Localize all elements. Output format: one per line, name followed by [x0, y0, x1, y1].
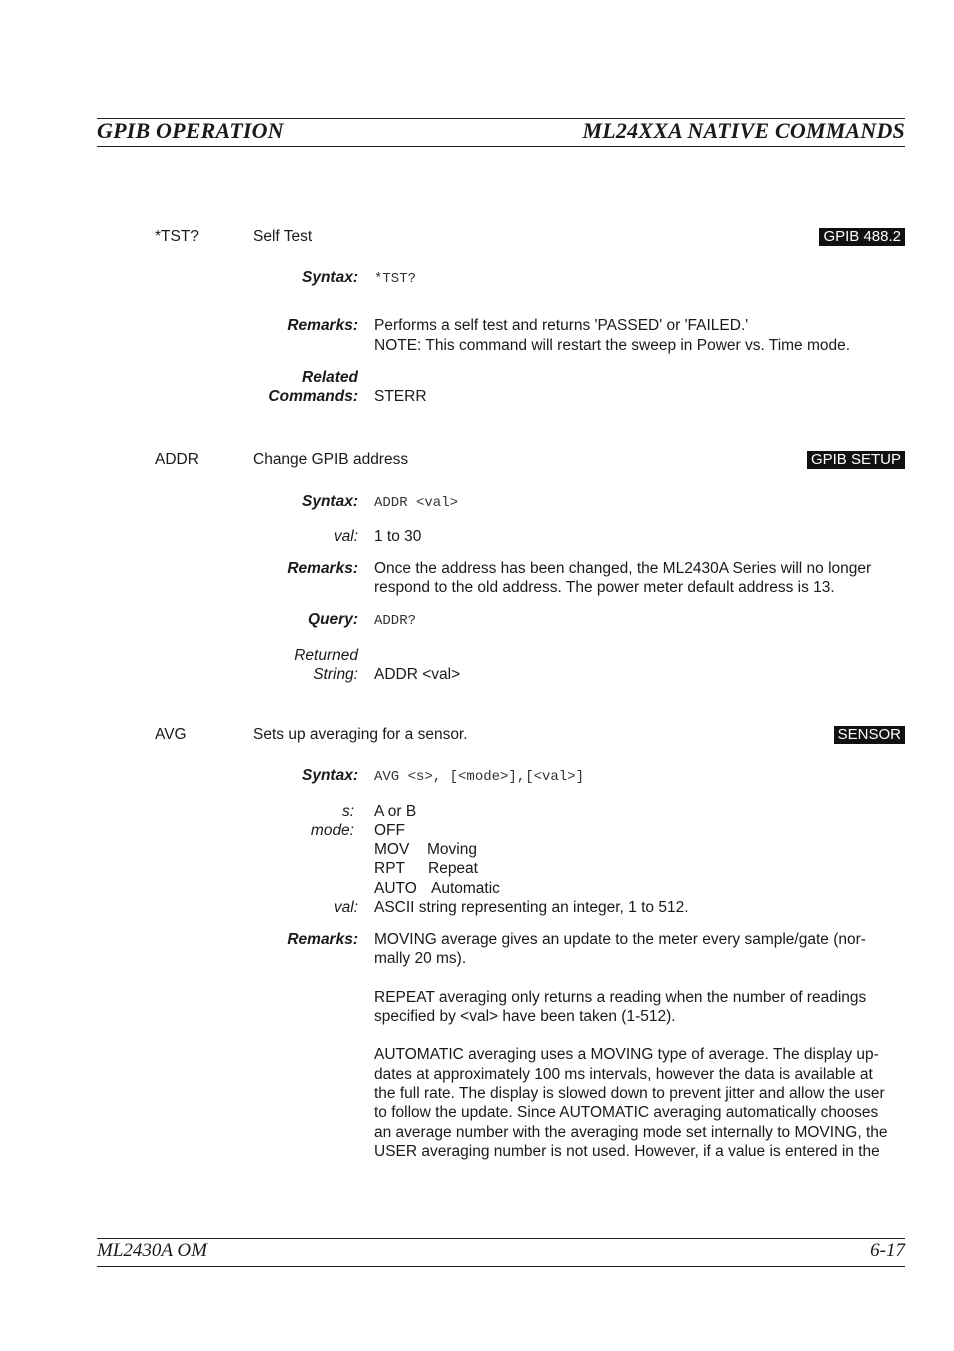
footer-manual-name: ML2430A OM: [97, 1240, 207, 1261]
remarks-label: Remarks:: [287, 560, 358, 577]
returned-value: ADDR <val>: [374, 666, 461, 683]
query-label: Query:: [308, 611, 358, 628]
footer-bottom-rule: [97, 1266, 905, 1267]
mode-code: MOV: [374, 841, 410, 858]
remarks-line: an average number with the averaging mode set internally to MOVING, the: [374, 1124, 888, 1141]
mode-option: [374, 841, 477, 859]
related-label: Related: [302, 369, 358, 386]
returned-label: Returned: [294, 647, 358, 664]
mode-option: [374, 822, 405, 840]
remarks-line: Performs a self test and returns 'PASSED' or 'FAILED.': [374, 317, 749, 334]
syntax-value: *TST?: [374, 271, 417, 287]
mode-text: Moving: [427, 841, 477, 858]
header-section-title: GPIB OPERATION: [97, 118, 284, 143]
remarks-line: to follow the update. Since AUTOMATIC averaging automatically chooses: [374, 1104, 879, 1121]
syntax-label: Syntax:: [302, 493, 358, 510]
command-name: *TST?: [155, 228, 199, 245]
syntax-value: ADDR <val>: [374, 495, 459, 511]
remarks-line: dates at approximately 100 ms intervals, however the data is available at: [374, 1066, 873, 1083]
remarks-line: USER averaging number is not used. However, if a value is entered in the: [374, 1143, 880, 1160]
mode-option: [374, 880, 500, 898]
command-description: Self Test: [253, 228, 313, 245]
s-value: A or B: [374, 803, 417, 820]
footer-page-number: 6-17: [870, 1240, 905, 1261]
mode-option: [374, 860, 478, 878]
footer-top-rule: [97, 1238, 905, 1239]
header-bottom-rule: [97, 146, 905, 147]
mode-code: OFF: [374, 822, 405, 839]
related-label: Commands:: [268, 388, 358, 405]
remarks-line: respond to the old address. The power meter default address is 13.: [374, 579, 835, 596]
command-name: AVG: [155, 726, 187, 743]
val-label: val:: [333, 528, 358, 545]
remarks-line: Once the address has been changed, the ML2430A Series will no longer: [374, 560, 872, 577]
returned-label: String:: [313, 666, 358, 683]
mode-code: RPT: [374, 860, 405, 877]
remarks-label: Remarks:: [287, 931, 358, 948]
mode-text: Repeat: [428, 860, 478, 877]
remarks-line: mally 20 ms).: [374, 950, 467, 967]
remarks-line: AUTOMATIC averaging uses a MOVING type of average. The display up-: [374, 1046, 879, 1063]
syntax-label: Syntax:: [302, 767, 358, 784]
query-value: ADDR?: [374, 613, 417, 629]
remarks-label: Remarks:: [287, 317, 358, 334]
val-label: val:: [333, 899, 358, 916]
command-description: Sets up averaging for a sensor.: [253, 726, 468, 743]
remarks-line: the full rate. The display is slowed down to prevent jitter and allow the user: [374, 1085, 885, 1102]
s-label: s:: [341, 803, 354, 820]
syntax-label: Syntax:: [302, 269, 358, 286]
val-value: ASCII string representing an integer, 1 to 512.: [374, 899, 689, 916]
val-value: 1 to 30: [374, 528, 422, 545]
mode-label: mode:: [310, 822, 354, 839]
mode-code: AUTO: [374, 880, 417, 897]
command-name: ADDR: [155, 451, 199, 468]
remarks-line: REPEAT averaging only returns a reading when the number of readings: [374, 989, 867, 1006]
related-value: STERR: [374, 388, 427, 405]
remarks-line: specified by <val> have been taken (1-512).: [374, 1008, 676, 1025]
command-description: Change GPIB address: [253, 451, 409, 468]
category-badge: SENSOR: [834, 726, 905, 744]
category-badge: GPIB 488.2: [819, 228, 905, 246]
category-badge: GPIB SETUP: [807, 451, 905, 469]
mode-text: Automatic: [431, 880, 500, 897]
remarks-line: NOTE: This command will restart the sweep in Power vs. Time mode.: [374, 337, 851, 354]
remarks-line: MOVING average gives an update to the meter every sample/gate (nor-: [374, 931, 866, 948]
syntax-value: AVG <s>, [<mode>],[<val>]: [374, 769, 585, 785]
header-chapter-title: ML24XXA NATIVE COMMANDS: [582, 118, 905, 143]
